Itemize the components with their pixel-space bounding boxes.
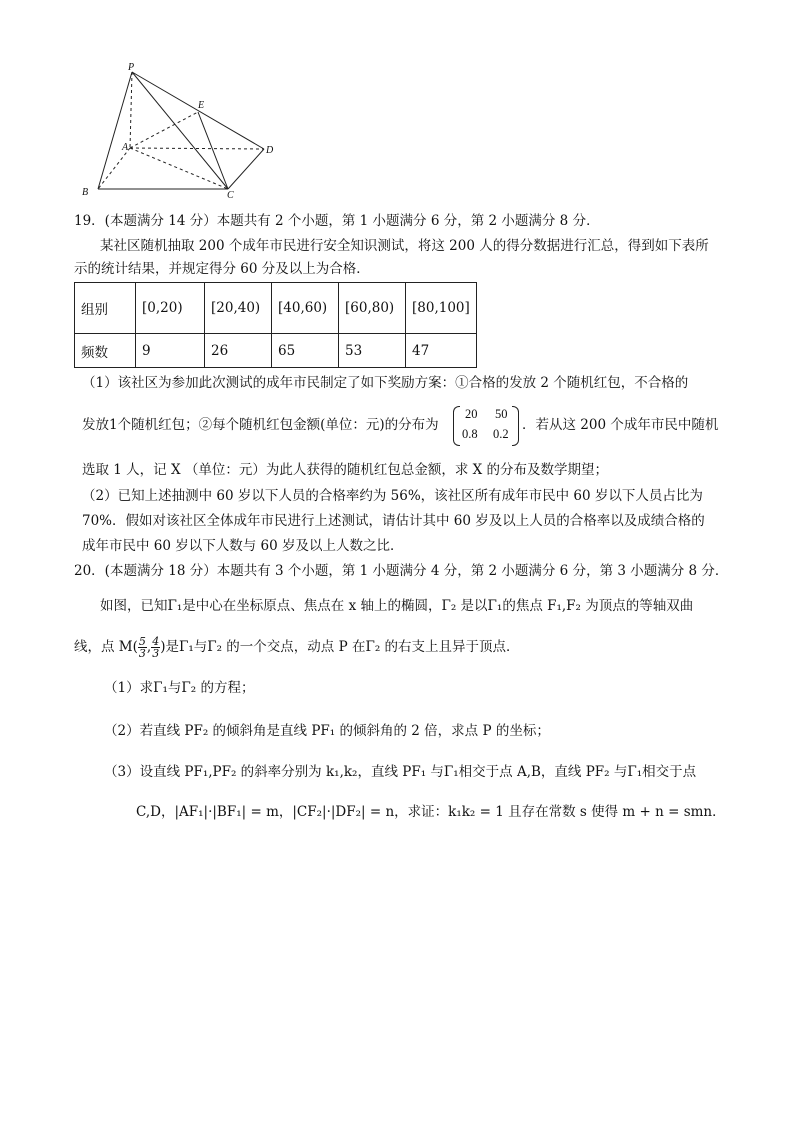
label-A: A xyxy=(122,142,129,153)
q20-intro-1: 如图，已知Γ₁是中心在坐标原点、焦点在 x 轴上的椭圆，Γ₂ 是以Γ₁的焦点 F₁,F₂ 为顶点的等轴双曲 xyxy=(100,598,694,614)
q19-intro-2: 示的统计结果，并规定得分 60 分及以上为合格． xyxy=(74,261,370,277)
label-D: D xyxy=(266,145,274,156)
q20-part3-line2: C,D，|AF₁|·|BF₁| = m，|CF₂|·|DF₂| = n，求证：k₁k₂ = 1 且存在常数 s 使得 m + n = smn． xyxy=(136,804,726,820)
q19-part1-line2b: ．若从这 200 个成年市民中随机 xyxy=(522,417,719,433)
label-B: B xyxy=(82,187,89,198)
q19-header: 19．(本题满分 14 分）本题共有 2 个小题，第 1 小题满分 6 分，第 2 小题满分 8 分． xyxy=(74,213,600,229)
edge-AE xyxy=(130,112,198,148)
table-header-cell: [40,60) xyxy=(272,283,339,334)
q20-part3-line1: （3）设直线 PF₁,PF₂ 的斜率分别为 k₁,k₂，直线 PF₁ 与Γ₁相交于点 A,B，直线 PF₂ 与Γ₁相交于点 xyxy=(104,764,697,780)
table-header-cell: [0,20) xyxy=(136,283,205,334)
table-header-cell: [80,100] xyxy=(406,283,477,334)
q20-intro-2: 线，点 M( $\frac{5}{3}$ , $\frac{4}{3}$ )是Γ₁与Γ₂ 的一个交点，动点 P 在Γ₂ 的右支上且异于顶点． xyxy=(74,635,520,660)
table-cell: 频数 xyxy=(75,334,136,368)
table-cell: 9 xyxy=(136,334,205,368)
table-cell: 47 xyxy=(406,334,477,368)
table-header-cell: 组别 xyxy=(75,283,136,334)
edge-AD xyxy=(130,148,264,149)
edge-PC xyxy=(132,72,228,189)
q20-part2: （2）若直线 PF₂ 的倾斜角是直线 PF₁ 的倾斜角的 2 倍，求点 P 的坐标； xyxy=(104,723,550,739)
table-cell: 53 xyxy=(339,334,406,368)
q19-part2-line1: （2）已知上述抽测中 60 岁以下人员的合格率约为 56%，该社区所有成年市民中 60 岁以下人员占比为 xyxy=(82,488,703,504)
q19-part1-line3: 选取 1 人，记 X （单位：元）为此人获得的随机红包总金额，求 X 的分布及数学期望； xyxy=(82,462,609,478)
table-header-cell: [20,40) xyxy=(205,283,272,334)
q19-part1-line1: （1）该社区为参加此次测试的成年市民制定了如下奖励方案：①合格的发放 2 个随机红包，不合格的 xyxy=(82,375,689,391)
table-cell: 65 xyxy=(272,334,339,368)
q19-part2-line3: 成年市民中 60 岁以下人数与 60 岁及以上人数之比． xyxy=(82,538,404,554)
edge-AC xyxy=(130,148,228,189)
label-E: E xyxy=(198,100,205,111)
table-cell: 26 xyxy=(205,334,272,368)
fraction: $\frac{4}{3}$ xyxy=(152,635,160,660)
edge-PA xyxy=(130,72,132,148)
distribution-matrix xyxy=(453,406,519,444)
matrix-value: 50 xyxy=(495,407,508,421)
q19-intro-1: 某社区随机抽取 200 个成年市民进行安全知识测试，将这 200 人的得分数据进行汇总，得到如下表所 xyxy=(100,238,709,254)
q20-part1: （1）求Γ₁与Γ₂ 的方程； xyxy=(104,680,255,696)
fraction: $\frac{5}{3}$ xyxy=(138,635,146,660)
edge-AB xyxy=(98,148,130,189)
label-P: P xyxy=(128,62,135,73)
q20-header: 20．(本题满分 18 分）本题共有 3 个小题，第 1 小题满分 4 分，第 2 小题满分 6 分，第 3 小题满分 8 分． xyxy=(74,563,729,579)
edge-PB xyxy=(98,72,132,189)
q19-part1-line2a: 发放1个随机红包；②每个随机红包金额(单位：元)的分布为 xyxy=(82,417,439,433)
matrix-prob: 0.8 xyxy=(462,427,478,441)
edge-CD xyxy=(228,149,264,189)
matrix-value: 20 xyxy=(465,407,478,421)
edge-EC xyxy=(198,112,228,189)
label-C: C xyxy=(227,190,234,200)
q20-intro-2b: )是Γ₁与Γ₂ 的一个交点，动点 P 在Γ₂ 的右支上且异于顶点． xyxy=(160,639,520,655)
table-header-cell: [60,80) xyxy=(339,283,406,334)
pyramid-figure xyxy=(80,60,280,200)
table-row xyxy=(75,283,477,334)
frequency-table xyxy=(74,282,477,368)
q20-intro-2a: 线，点 M( xyxy=(74,639,138,655)
q19-part2-line2: 70%．假如对该社区全体成年市民进行上述测试，请估计其中 60 岁及以上人员的合格率以及成绩合格的 xyxy=(82,513,705,529)
table-row xyxy=(75,334,477,368)
matrix-prob: 0.2 xyxy=(493,427,509,441)
